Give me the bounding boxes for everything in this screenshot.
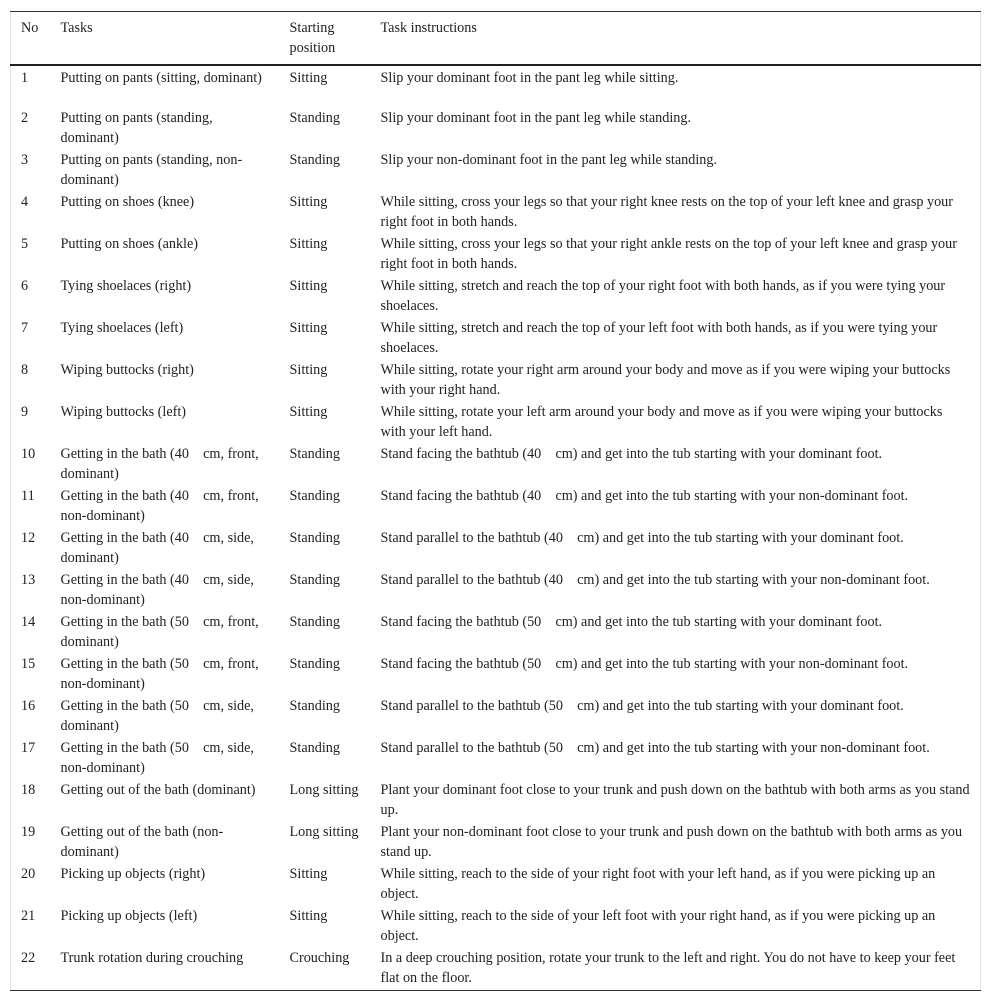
table-row [11, 611, 981, 653]
cell-starting-position: Crouching [280, 947, 371, 991]
cell-starting-position: Standing [289, 530, 340, 546]
cell-starting-position: Standing [289, 698, 340, 714]
cell-task: Putting on pants (standing, non-dominant) [60, 152, 243, 188]
table-row [11, 149, 981, 191]
cell-task-instructions: Plant your non-dominant foot close to your trunk and push down on the bathtub with both arms as you stand up. [380, 824, 963, 860]
cell-no: 3 [21, 152, 29, 168]
table-row [11, 191, 981, 233]
table-body [11, 65, 981, 991]
cell-starting-position: Sitting [289, 362, 328, 378]
cell-task-instructions: Stand parallel to the bathtub (50 cm) and get into the tub starting with your non-dominant foot. [380, 740, 930, 756]
cell-task: Tying shoelaces (right) [60, 278, 192, 294]
table-row [11, 527, 981, 569]
cell-no: 6 [21, 278, 29, 294]
table-row [11, 695, 981, 737]
cell-no: 19 [21, 824, 36, 840]
cell-task-instructions: Stand facing the bathtub (40 cm) and get into the tub starting with your dominant foot. [380, 446, 883, 462]
table-row [11, 569, 981, 611]
cell-task-instructions: While sitting, cross your legs so that your right knee rests on the top of your left knee and grasp your right foot in both hands. [380, 194, 954, 230]
cell-task-instructions: While sitting, stretch and reach the top of your left foot with both hands, as if you were tying your shoelaces. [380, 320, 938, 356]
cell-no: 18 [21, 782, 36, 798]
cell-task: Getting in the bath (50 cm, front, dominant) [60, 614, 259, 650]
cell-starting-position: Standing [289, 446, 340, 462]
cell-starting-position: Standing [289, 152, 340, 168]
cell-task-instructions: Stand facing the bathtub (50 cm) and get into the tub starting with your dominant foot. [380, 614, 883, 630]
cell-task-instructions: While sitting, reach to the side of your left foot with your right hand, as if you were picking up an object. [380, 908, 936, 944]
cell-task-instructions: Stand facing the bathtub (50 cm) and get into the tub starting with your non-dominant foot. [380, 656, 909, 672]
cell-task: Tying shoelaces (left) [60, 320, 184, 336]
cell-starting-position: Sitting [289, 908, 328, 924]
cell-no: 1 [21, 70, 29, 86]
cell-task-instructions: Stand parallel to the bathtub (40 cm) and get into the tub starting with your non-dominant foot. [380, 572, 930, 588]
cell-no: 13 [21, 572, 36, 588]
cell-no: 16 [21, 698, 36, 714]
header-task-instructions: Task instructions [371, 12, 981, 66]
cell-task: Getting in the bath (40 cm, front, non-dominant) [60, 488, 259, 524]
cell-task-instructions: Slip your dominant foot in the pant leg while standing. [380, 110, 692, 126]
cell-task: Getting in the bath (50 cm, side, non-dominant) [60, 740, 254, 776]
tasks-table [10, 11, 981, 991]
cell-starting-position: Long sitting [289, 782, 359, 798]
cell-task: Picking up objects (left) [60, 908, 198, 924]
table-row [11, 401, 981, 443]
cell-task: Getting in the bath (40 cm, side, non-dominant) [60, 572, 254, 608]
table-row [11, 947, 981, 991]
cell-task-instructions: Plant your dominant foot close to your trunk and push down on the bathtub with both arms as you stand up. [380, 782, 970, 818]
cell-no: 20 [21, 866, 36, 882]
table-row [11, 905, 981, 947]
cell-task: Getting out of the bath (dominant) [60, 782, 256, 798]
cell-no: 17 [21, 740, 36, 756]
cell-task-instructions: In a deep crouching position, rotate your trunk to the left and right. You do not have to keep your feet flat on the floor. [371, 947, 981, 991]
header-tasks: Tasks [51, 12, 280, 66]
cell-no: 14 [21, 614, 36, 630]
cell-task: Trunk rotation during crouching [51, 947, 280, 991]
cell-task: Getting in the bath (50 cm, side, dominant) [60, 698, 254, 734]
table-row [11, 653, 981, 695]
cell-starting-position: Long sitting [289, 824, 359, 840]
cell-starting-position: Sitting [289, 278, 328, 294]
cell-no: 21 [21, 908, 36, 924]
cell-no: 22 [11, 947, 51, 991]
cell-task: Getting in the bath (40 cm, side, dominant) [60, 530, 254, 566]
table-row [11, 233, 981, 275]
table-header [11, 12, 981, 66]
cell-starting-position: Sitting [289, 194, 328, 210]
table-row [11, 821, 981, 863]
cell-task: Putting on pants (sitting, dominant) [60, 70, 262, 86]
table-row [11, 863, 981, 905]
cell-no: 10 [21, 446, 36, 462]
cell-starting-position: Sitting [289, 236, 328, 252]
cell-task: Getting in the bath (40 cm, front, dominant) [60, 446, 259, 482]
cell-starting-position: Sitting [289, 320, 328, 336]
tasks-table-container [10, 11, 981, 991]
cell-no: 9 [21, 404, 29, 420]
table-row [11, 359, 981, 401]
cell-task-instructions: Stand parallel to the bathtub (40 cm) and get into the tub starting with your dominant foot. [380, 530, 904, 546]
cell-task: Putting on shoes (knee) [60, 194, 195, 210]
table-row [11, 485, 981, 527]
cell-starting-position: Sitting [289, 70, 328, 86]
cell-starting-position: Standing [289, 740, 340, 756]
cell-task: Putting on pants (standing, dominant) [60, 110, 213, 146]
cell-task-instructions: Stand facing the bathtub (40 cm) and get into the tub starting with your non-dominant foot. [380, 488, 909, 504]
cell-task-instructions: While sitting, rotate your right arm around your body and move as if you were wiping your buttocks with your right hand. [380, 362, 951, 398]
header-starting-position: Starting position [280, 12, 371, 66]
table-row [11, 443, 981, 485]
cell-no: 15 [21, 656, 36, 672]
cell-task-instructions: While sitting, cross your legs so that your right ankle rests on the top of your left knee and grasp your right foot in both hands. [380, 236, 957, 272]
table-row [11, 737, 981, 779]
cell-no: 5 [21, 236, 29, 252]
table-row [11, 275, 981, 317]
cell-no: 12 [21, 530, 36, 546]
cell-starting-position: Sitting [289, 404, 328, 420]
cell-task-instructions: While sitting, stretch and reach the top of your right foot with both hands, as if you were tying your shoelaces. [380, 278, 946, 314]
table-row [11, 779, 981, 821]
cell-no: 7 [21, 320, 29, 336]
cell-task: Wiping buttocks (left) [60, 404, 187, 420]
table-row [11, 317, 981, 359]
cell-task-instructions: While sitting, reach to the side of your right foot with your left hand, as if you were picking up an object. [380, 866, 936, 902]
table-row [11, 107, 981, 149]
cell-starting-position: Standing [289, 614, 340, 630]
cell-no: 2 [21, 110, 29, 126]
cell-task: Wiping buttocks (right) [60, 362, 194, 378]
cell-task-instructions: Stand parallel to the bathtub (50 cm) and get into the tub starting with your dominant foot. [380, 698, 904, 714]
cell-task-instructions: Slip your dominant foot in the pant leg while sitting. [380, 70, 679, 86]
table-row [11, 65, 981, 107]
cell-task: Getting in the bath (50 cm, front, non-dominant) [60, 656, 259, 692]
header-no: No [11, 12, 51, 66]
cell-starting-position: Sitting [289, 866, 328, 882]
cell-no: 11 [21, 488, 35, 504]
cell-task: Picking up objects (right) [60, 866, 206, 882]
cell-task: Putting on shoes (ankle) [60, 236, 199, 252]
header-row [11, 12, 981, 66]
cell-starting-position: Standing [289, 488, 340, 504]
cell-starting-position: Standing [289, 656, 340, 672]
cell-starting-position: Standing [289, 110, 340, 126]
cell-task: Getting out of the bath (non-dominant) [60, 824, 224, 860]
cell-no: 4 [21, 194, 29, 210]
cell-starting-position: Standing [289, 572, 340, 588]
cell-no: 8 [21, 362, 29, 378]
cell-task-instructions: Slip your non-dominant foot in the pant leg while standing. [380, 152, 718, 168]
cell-task-instructions: While sitting, rotate your left arm around your body and move as if you were wiping your buttocks with your left hand. [380, 404, 943, 440]
